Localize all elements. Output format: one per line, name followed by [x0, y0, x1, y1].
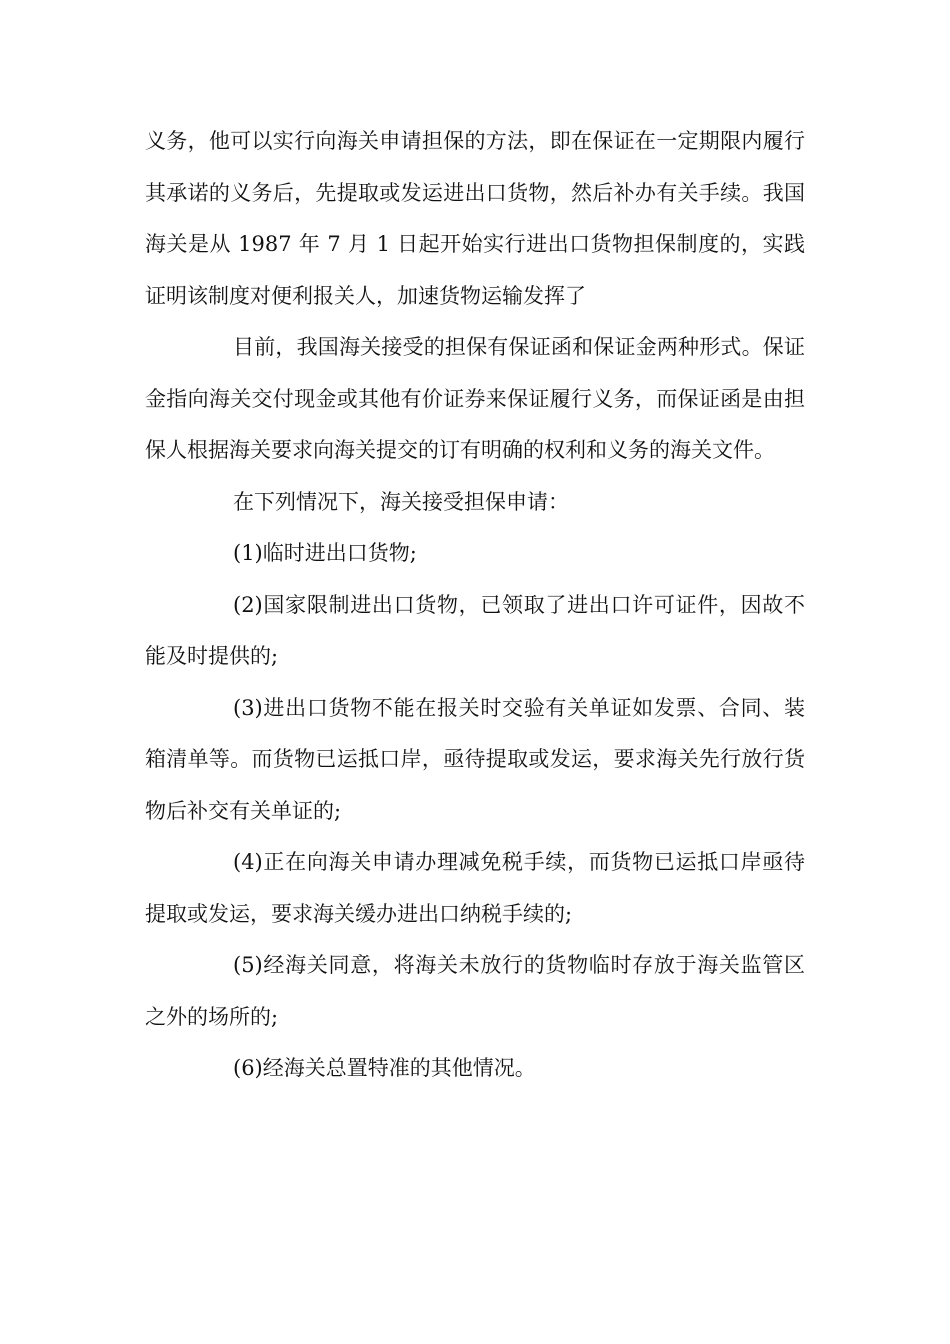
list-item-1: (1)临时进出口货物;	[233, 541, 417, 565]
paragraph-continuation: 义务，他可以实行向海关申请担保的方法，即在保证在一定期限内履行其承诺的义务后，先提取或发运进出口货物，然后补办有关手续。我国海关是从 1987 年 7 月 1 日起开始实行进出口货物担保制度的，实践证明该制度对便利报关人，加速货物运输发挥了	[145, 129, 805, 308]
list-item-4: (4)正在向海关申请办理减免税手续，而货物已运抵口岸亟待提取或发运，要求海关缓办进出口纳税手续的;	[145, 850, 805, 926]
list-item-2: (2)国家限制进出口货物，已领取了进出口许可证件，因故不能及时提供的;	[145, 592, 805, 668]
document-body	[145, 116, 805, 1095]
list-item-3: (3)进出口货物不能在报关时交验有关单证如发票、合同、装箱清单等。而货物已运抵口岸，亟待提取或发运，要求海关先行放行货物后补交有关单证的;	[145, 695, 805, 823]
paragraph-conditions-intro: 在下列情况下，海关接受担保申请：	[233, 489, 569, 514]
list-item-6: (6)经海关总置特准的其他情况。	[233, 1056, 536, 1080]
paragraph-guarantee-forms: 目前，我国海关接受的担保有保证函和保证金两种形式。保证金指向海关交付现金或其他有价证券来保证履行义务，而保证函是由担保人根据海关要求向海关提交的订有明确的权利和义务的海关文件。	[145, 335, 805, 462]
list-item-5: (5)经海关同意，将海关未放行的货物临时存放于海关监管区之外的场所的;	[145, 953, 805, 1029]
